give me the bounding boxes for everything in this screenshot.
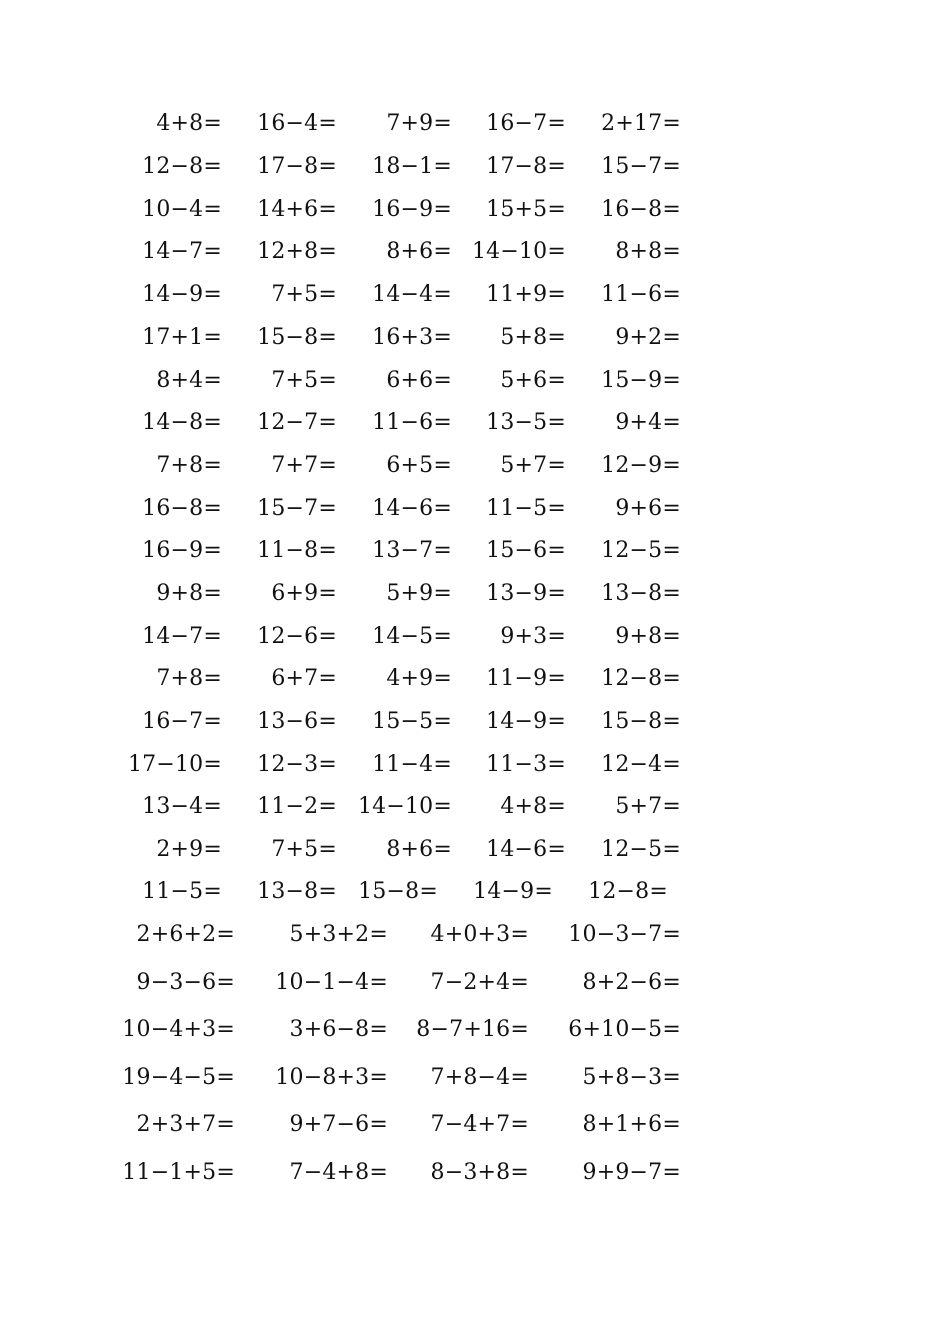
problem: 8+1+6= xyxy=(582,1112,681,1137)
problem: 14−9= xyxy=(142,282,222,307)
problem: 7+5= xyxy=(271,368,337,393)
problem: 8+6= xyxy=(386,239,452,264)
problem: 4+9= xyxy=(386,666,452,691)
problem: 15−7= xyxy=(257,496,337,521)
problem: 4+8= xyxy=(156,111,222,136)
problem: 11+9= xyxy=(486,282,566,307)
problem-row xyxy=(0,318,950,358)
problem: 4+8= xyxy=(500,794,566,819)
problem-row xyxy=(0,963,950,1003)
problem: 3+6−8= xyxy=(289,1017,388,1042)
problem: 11−1+5= xyxy=(122,1160,235,1185)
problem: 10−4= xyxy=(142,197,222,222)
problem: 7+8−4= xyxy=(430,1065,529,1090)
problem: 13−5= xyxy=(486,410,566,435)
problem: 15−8= xyxy=(257,325,337,350)
problem: 9+9−7= xyxy=(582,1160,681,1185)
problem: 7−2+4= xyxy=(430,970,529,995)
problem: 8−7+16= xyxy=(416,1017,529,1042)
problem: 16−8= xyxy=(601,197,681,222)
problem: 8−3+8= xyxy=(430,1160,529,1185)
problem: 9+2= xyxy=(615,325,681,350)
problem: 11−3= xyxy=(486,752,566,777)
problem: 12−8= xyxy=(601,666,681,691)
problem: 8+2−6= xyxy=(582,970,681,995)
problem: 9−3−6= xyxy=(136,970,235,995)
problem: 5+6= xyxy=(500,368,566,393)
problem: 9+8= xyxy=(615,624,681,649)
problem: 9+7−6= xyxy=(289,1112,388,1137)
problem: 12−6= xyxy=(257,624,337,649)
problem: 14+6= xyxy=(257,197,337,222)
problem: 6+7= xyxy=(271,666,337,691)
problem: 15−7= xyxy=(601,154,681,179)
problem: 16−7= xyxy=(486,111,566,136)
problem: 14−6= xyxy=(372,496,452,521)
problem: 13−8= xyxy=(601,581,681,606)
problem-row xyxy=(0,1010,950,1050)
problem: 12−3= xyxy=(257,752,337,777)
problem: 14−10= xyxy=(357,794,452,819)
problem: 17−10= xyxy=(127,752,222,777)
problem: 15+5= xyxy=(486,197,566,222)
problem: 8+8= xyxy=(615,239,681,264)
problem: 10−4+3= xyxy=(122,1017,235,1042)
problem: 15−8= xyxy=(601,709,681,734)
problem: 15−8= xyxy=(358,879,438,904)
problem-row xyxy=(0,104,950,144)
problem-row xyxy=(0,745,950,785)
problem: 12−5= xyxy=(601,538,681,563)
problem: 7+8= xyxy=(156,453,222,478)
problem: 17−8= xyxy=(257,154,337,179)
problem: 9+3= xyxy=(500,624,566,649)
problem: 16−8= xyxy=(142,496,222,521)
problem-row xyxy=(0,702,950,742)
problem: 14−5= xyxy=(372,624,452,649)
problem: 2+3+7= xyxy=(136,1112,235,1137)
problem: 19−4−5= xyxy=(122,1065,235,1090)
problem: 6+10−5= xyxy=(568,1017,681,1042)
problem: 11−6= xyxy=(372,410,452,435)
problem: 16+3= xyxy=(372,325,452,350)
problem-row xyxy=(0,915,950,955)
problem: 5+9= xyxy=(386,581,452,606)
problem: 10−8+3= xyxy=(275,1065,388,1090)
problem: 7+9= xyxy=(386,111,452,136)
problem: 15−9= xyxy=(601,368,681,393)
problem-row xyxy=(0,872,950,912)
problem: 8+6= xyxy=(386,837,452,862)
problem: 7+5= xyxy=(271,837,337,862)
problem-row xyxy=(0,361,950,401)
problem: 14−9= xyxy=(486,709,566,734)
problem: 7+8= xyxy=(156,666,222,691)
problem-row xyxy=(0,403,950,443)
problem: 12−9= xyxy=(601,453,681,478)
problem: 9+6= xyxy=(615,496,681,521)
problem: 7+5= xyxy=(271,282,337,307)
problem: 13−9= xyxy=(486,581,566,606)
problem-row xyxy=(0,659,950,699)
problem: 9+4= xyxy=(615,410,681,435)
problem: 5+3+2= xyxy=(289,922,388,947)
problem: 10−3−7= xyxy=(568,922,681,947)
problem: 17+1= xyxy=(142,325,222,350)
problem: 14−9= xyxy=(473,879,553,904)
problem: 7−4+8= xyxy=(289,1160,388,1185)
problem-row xyxy=(0,489,950,529)
problem-row xyxy=(0,275,950,315)
problem: 4+0+3= xyxy=(430,922,529,947)
problem: 13−4= xyxy=(142,794,222,819)
problem: 13−6= xyxy=(257,709,337,734)
problem: 12−8= xyxy=(588,879,668,904)
problem: 8+4= xyxy=(156,368,222,393)
problem: 14−4= xyxy=(372,282,452,307)
problem: 12−4= xyxy=(601,752,681,777)
problem: 14−7= xyxy=(142,624,222,649)
problem: 14−6= xyxy=(486,837,566,862)
problem: 10−1−4= xyxy=(275,970,388,995)
problem: 6+6= xyxy=(386,368,452,393)
problem: 14−8= xyxy=(142,410,222,435)
problem: 16−9= xyxy=(372,197,452,222)
problem: 5+7= xyxy=(615,794,681,819)
problem: 5+8−3= xyxy=(582,1065,681,1090)
problem: 13−7= xyxy=(372,538,452,563)
problem-row xyxy=(0,446,950,486)
problem-row xyxy=(0,232,950,272)
problem: 17−8= xyxy=(486,154,566,179)
problem-row xyxy=(0,787,950,827)
problem: 18−1= xyxy=(372,154,452,179)
problem-row xyxy=(0,1105,950,1145)
problem-row xyxy=(0,1153,950,1193)
problem: 16−4= xyxy=(257,111,337,136)
problem-row xyxy=(0,190,950,230)
problem: 5+8= xyxy=(500,325,566,350)
problem: 11−5= xyxy=(486,496,566,521)
problem: 12−8= xyxy=(142,154,222,179)
problem-row xyxy=(0,574,950,614)
problem: 14−7= xyxy=(142,239,222,264)
problem: 11−4= xyxy=(372,752,452,777)
problem: 6+9= xyxy=(271,581,337,606)
problem: 12−5= xyxy=(601,837,681,862)
problem: 11−5= xyxy=(142,879,222,904)
problem: 2+6+2= xyxy=(136,922,235,947)
problem: 6+5= xyxy=(386,453,452,478)
problem: 11−9= xyxy=(486,666,566,691)
problem: 11−6= xyxy=(601,282,681,307)
problem: 12+8= xyxy=(257,239,337,264)
problem: 5+7= xyxy=(500,453,566,478)
problem: 14−10= xyxy=(471,239,566,264)
problem: 11−2= xyxy=(257,794,337,819)
problem: 2+17= xyxy=(601,111,681,136)
problem-row xyxy=(0,617,950,657)
problem: 13−8= xyxy=(257,879,337,904)
problem-row xyxy=(0,830,950,870)
problem: 15−6= xyxy=(486,538,566,563)
problem: 7+7= xyxy=(271,453,337,478)
problem: 7−4+7= xyxy=(430,1112,529,1137)
problem: 12−7= xyxy=(257,410,337,435)
problem: 11−8= xyxy=(257,538,337,563)
problem-row xyxy=(0,147,950,187)
problem: 16−9= xyxy=(142,538,222,563)
problem: 16−7= xyxy=(142,709,222,734)
problem: 9+8= xyxy=(156,581,222,606)
problem-row xyxy=(0,531,950,571)
problem: 2+9= xyxy=(156,837,222,862)
problem-row xyxy=(0,1058,950,1098)
problem: 15−5= xyxy=(372,709,452,734)
